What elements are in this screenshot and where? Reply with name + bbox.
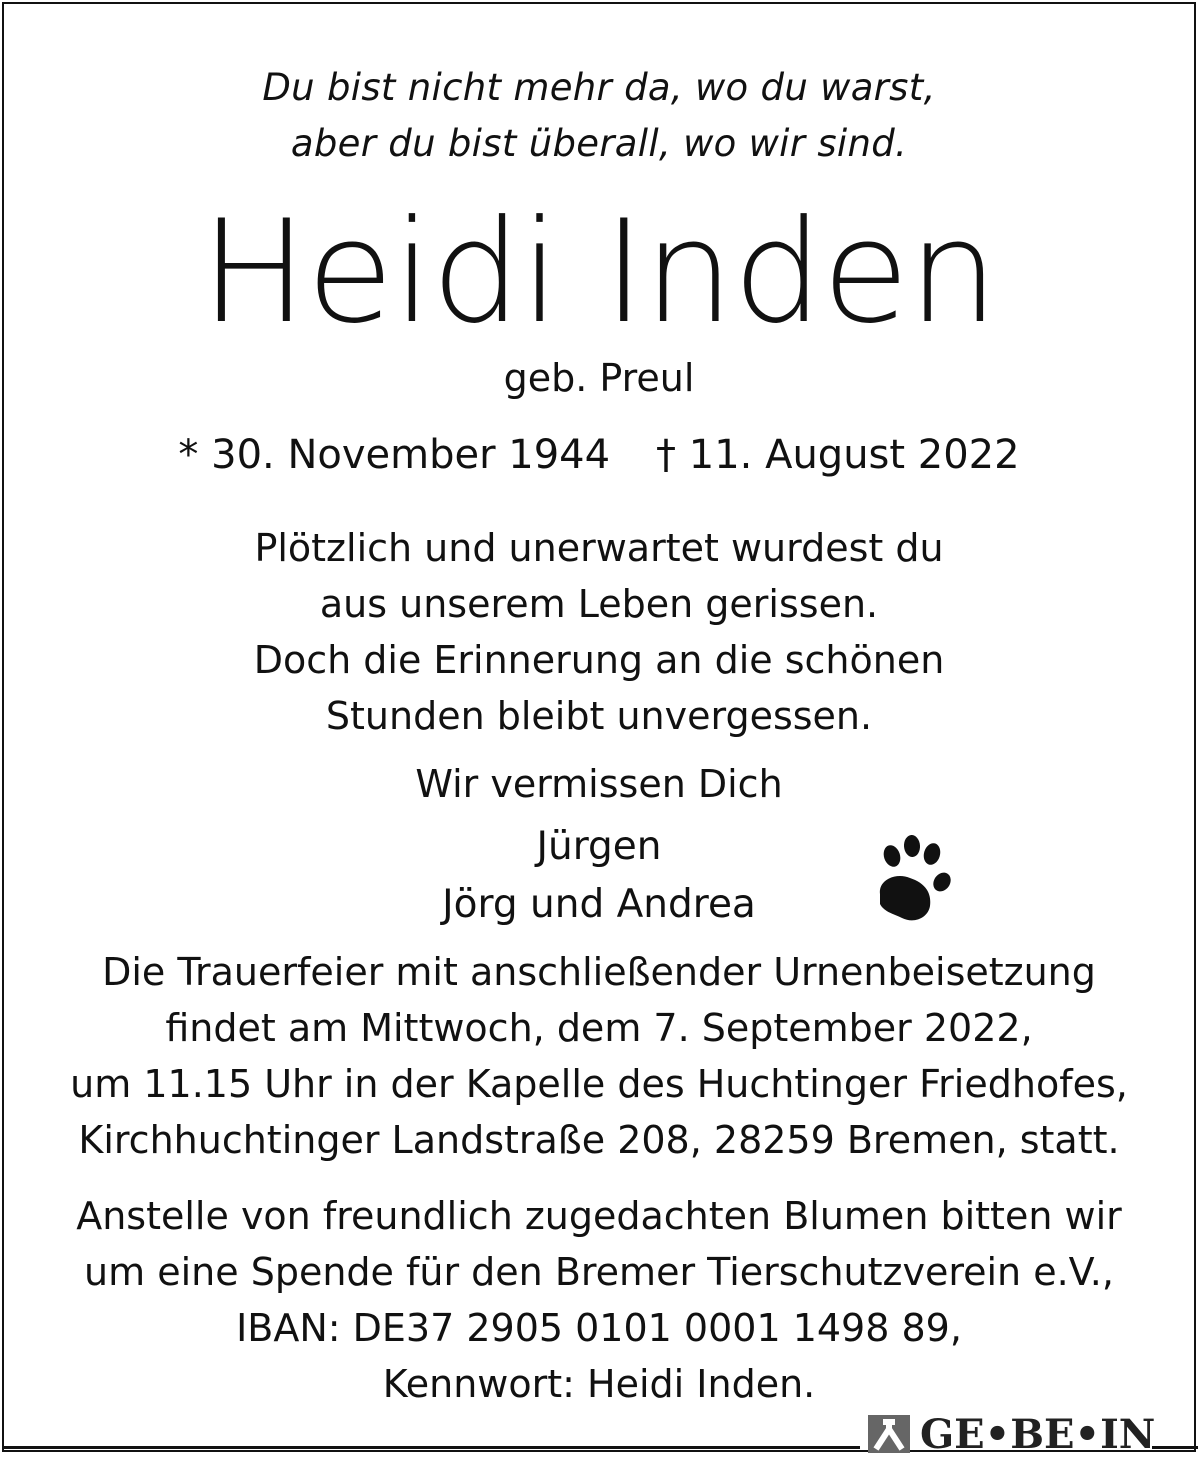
donation-line-2: um eine Spende für den Bremer Tierschutzverein e.V., <box>84 1250 1114 1294</box>
service-line-2: findet am Mittwoch, dem 7. September 2022, <box>165 1006 1033 1050</box>
service-line-1: Die Trauerfeier mit anschließender Urnenbeisetzung <box>102 950 1096 994</box>
mourner-1: Jürgen <box>536 824 662 869</box>
donation-line-1: Anstelle von freundlich zugedachten Blumen bitten wir <box>76 1194 1122 1238</box>
bottom-rule <box>4 1446 860 1449</box>
birth-date: * 30. November 1944 <box>178 432 611 478</box>
paw-print-icon <box>866 832 958 928</box>
deceased-name: Heidi Inden <box>200 190 998 355</box>
motto-line-2: aber du bist überall, wo wir sind. <box>290 122 908 165</box>
verse-line-3: Doch die Erinnerung an die schönen <box>253 638 945 682</box>
publisher-logo-text: GE•BE•IN <box>920 1410 1156 1458</box>
verse-line-2: aus unserem Leben gerissen. <box>319 582 879 626</box>
gebein-logo-icon <box>866 1413 912 1455</box>
closing-line: Wir vermissen Dich <box>415 762 783 806</box>
verse-line-1: Plötzlich und unerwartet wurdest du <box>254 526 944 570</box>
donation-line-3: IBAN: DE37 2905 0101 0001 1498 89, <box>236 1306 962 1350</box>
service-line-4: Kirchhuchtinger Landstraße 208, 28259 Bremen, statt. <box>78 1118 1120 1162</box>
motto-line-1: Du bist nicht mehr da, wo du warst, <box>262 66 936 109</box>
publisher-logo <box>866 1410 1155 1458</box>
service-line-3: um 11.15 Uhr in der Kapelle des Huchtinger Friedhofes, <box>70 1062 1128 1106</box>
mourner-2: Jörg und Andrea <box>442 882 756 927</box>
donation-line-4: Kennwort: Heidi Inden. <box>382 1362 816 1406</box>
obituary-notice <box>2 2 1196 1458</box>
life-dates <box>4 432 1194 478</box>
bottom-rule-end <box>1152 1446 1198 1449</box>
verse-line-4: Stunden bleibt unvergessen. <box>325 694 873 738</box>
birth-name: geb. Preul <box>503 356 695 400</box>
death-date: † 11. August 2022 <box>656 432 1020 478</box>
